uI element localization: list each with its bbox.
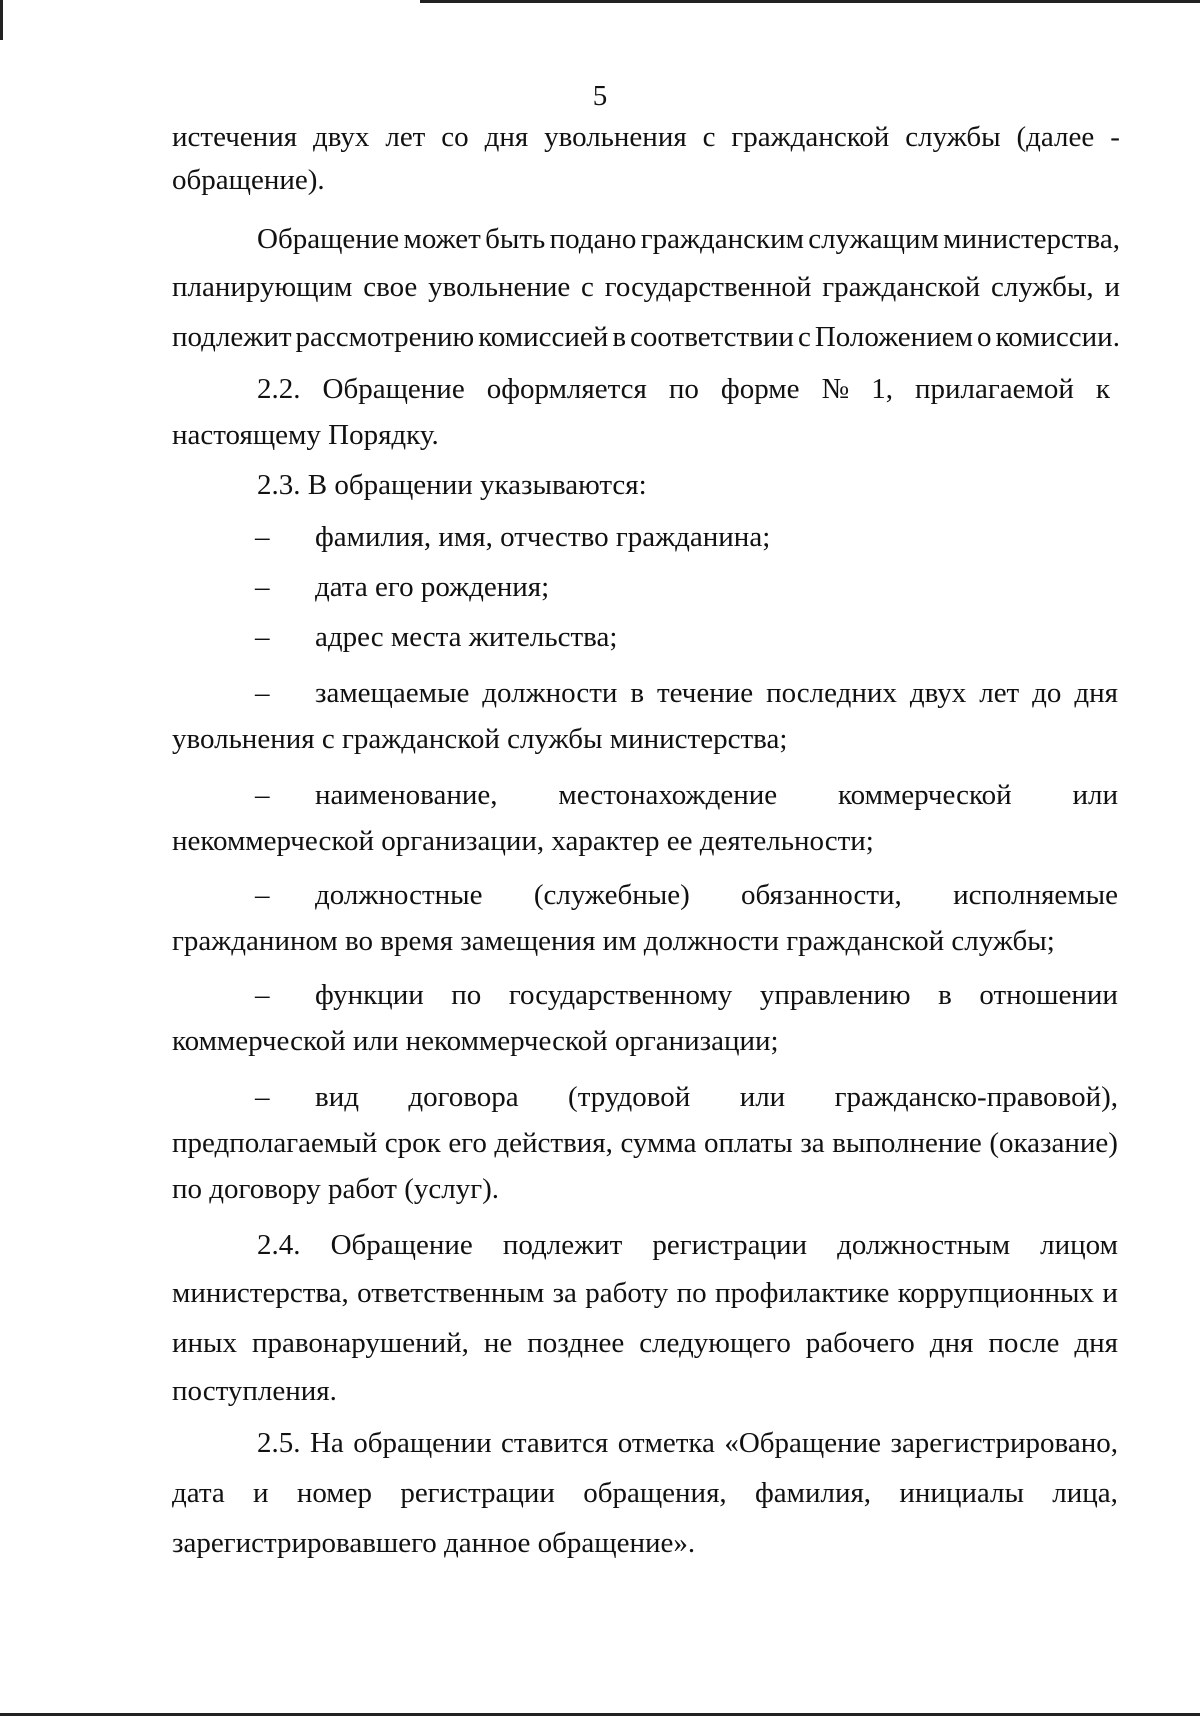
text-line: истечения двух лет со дня увольнения с гражданской службы (далее -	[172, 121, 1120, 153]
text-line: 2.4. Обращение подлежит регистрации должностным лицом	[257, 1229, 1118, 1261]
text-line: настоящему Порядку.	[172, 419, 439, 451]
text-line: коммерческой или некоммерческой организации;	[172, 1025, 779, 1057]
text-line: должностные (служебные) обязанности, исполняемые	[315, 879, 1118, 911]
list-dash: –	[255, 677, 270, 709]
list-dash: –	[255, 621, 270, 653]
text-line: наименование, местонахождение коммерческой или	[315, 779, 1118, 811]
text-line: дата его рождения;	[315, 571, 550, 603]
list-dash: –	[255, 1081, 270, 1113]
text-line: адрес места жительства;	[315, 621, 618, 653]
text-line: Обращение может быть подано гражданским служащим министерства,	[257, 223, 1120, 255]
text-line: некоммерческой организации, характер ее деятельности;	[172, 825, 874, 857]
scan-edge-top	[420, 0, 1200, 3]
text-line: министерства, ответственным за работу по профилактике коррупционных и	[172, 1277, 1118, 1309]
text-line: иных правонарушений, не позднее следующего рабочего дня после дня	[172, 1327, 1118, 1359]
scan-edge-left	[0, 0, 3, 40]
text-line: вид договора (трудовой или гражданско-правовой),	[315, 1081, 1118, 1113]
list-dash: –	[255, 571, 270, 603]
text-line: 2.3. В обращении указываются:	[257, 469, 647, 501]
list-dash: –	[255, 521, 270, 553]
list-dash: –	[255, 779, 270, 811]
text-line: дата и номер регистрации обращения, фамилия, инициалы лица,	[172, 1477, 1118, 1509]
page-number: 5	[592, 80, 608, 112]
text-line: планирующим свое увольнение с государственной гражданской службы, и	[172, 271, 1120, 303]
scan-edge-bottom	[0, 1713, 1200, 1716]
text-line: замещаемые должности в течение последних двух лет до дня	[315, 677, 1118, 709]
text-line: фамилия, имя, отчество гражданина;	[315, 521, 771, 553]
text-line: поступления.	[172, 1375, 337, 1407]
text-line: увольнения с гражданской службы министерства;	[172, 723, 788, 755]
text-line: по договору работ (услуг).	[172, 1173, 500, 1205]
text-line: функции по государственному управлению в отношении	[315, 979, 1118, 1011]
text-line: 2.2. Обращение оформляется по форме № 1, прилагаемой к	[257, 373, 1110, 405]
text-line: зарегистрировавшего данное обращение».	[172, 1527, 696, 1559]
text-line: подлежит рассмотрению комиссией в соответствии с Положением о комиссии.	[172, 321, 1120, 353]
text-line: предполагаемый срок его действия, сумма оплаты за выполнение (оказание)	[172, 1127, 1118, 1159]
text-line: гражданином во время замещения им должности гражданской службы;	[172, 925, 1055, 957]
list-dash: –	[255, 879, 270, 911]
text-line: обращение).	[172, 164, 325, 196]
text-line: 2.5. На обращении ставится отметка «Обращение зарегистрировано,	[257, 1427, 1118, 1459]
list-dash: –	[255, 979, 270, 1011]
